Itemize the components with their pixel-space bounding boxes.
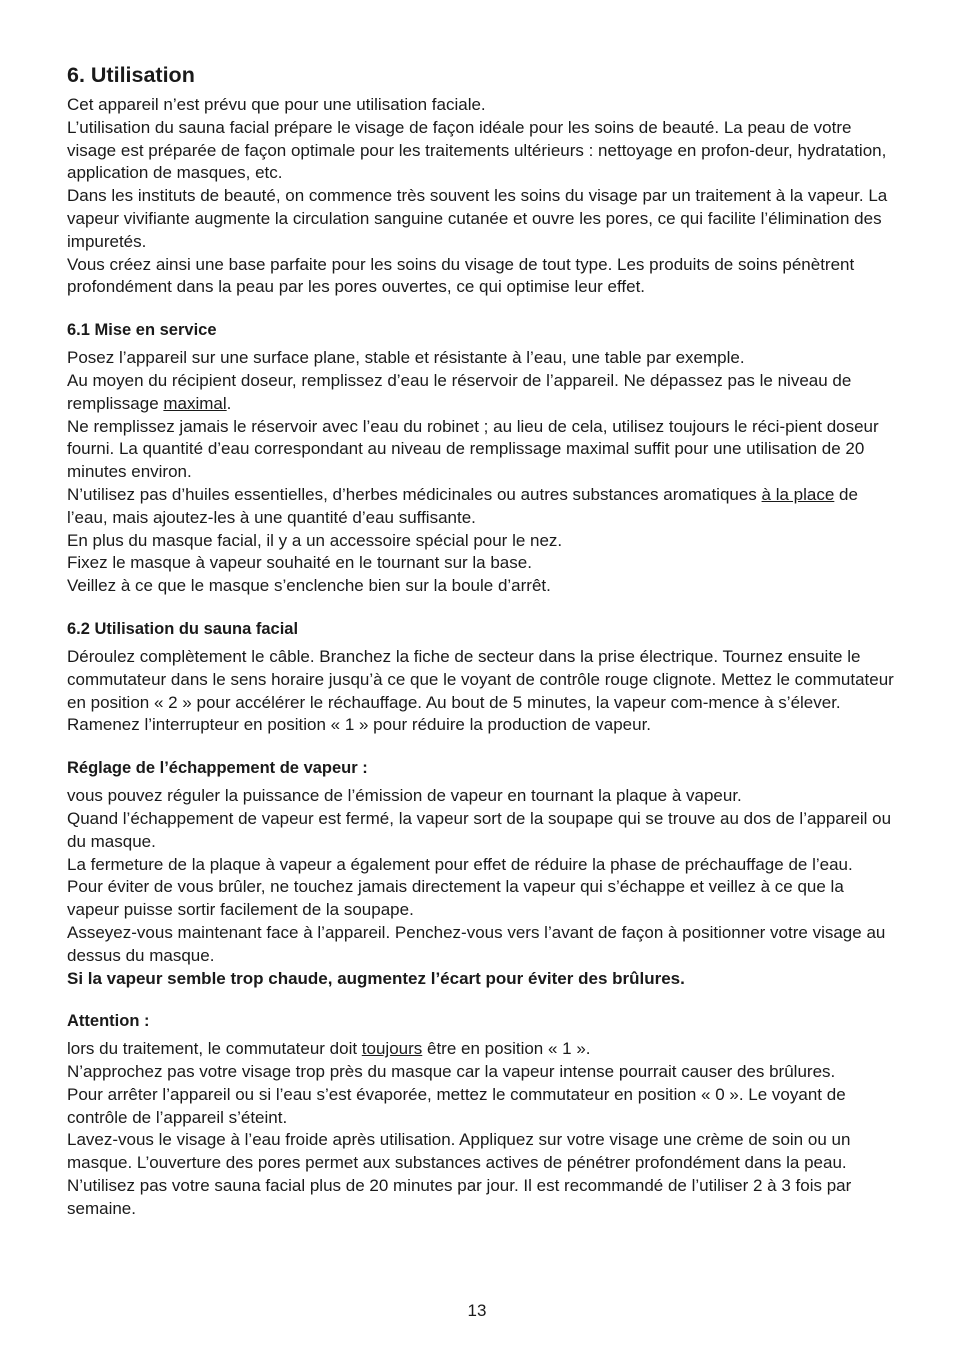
- paragraph: vous pouvez réguler la puissance de l’émission de vapeur en tournant la plaque à vapeur.: [67, 786, 742, 806]
- intro-text: [67, 94, 897, 299]
- underlined-phrase: à la place: [761, 484, 835, 504]
- subsection-heading-attention: Attention :: [67, 1012, 150, 1031]
- intro-paragraph: Cet appareil n’est prévu que pour une utilisation faciale.: [67, 95, 486, 114]
- warning-bold-text: Si la vapeur semble trop chaude, augmentez l’écart pour éviter des brûlures.: [67, 968, 685, 988]
- paragraph: En plus du masque facial, il y a un accessoire spécial pour le nez.: [67, 530, 563, 550]
- paragraph: N’utilisez pas votre sauna facial plus de 20 minutes par jour. Il est recommandé de l’utiliser 2 à 3 fois par semaine.: [67, 1176, 852, 1218]
- intro-paragraph: L’utilisation du sauna facial prépare le visage de façon idéale pour les soins de beauté. La peau de votre visage est préparée de façon optimale pour les traitements ultérieurs : nettoyage en profon-deur, hydratation, application de masques, etc.: [67, 117, 887, 183]
- reglage-text: [67, 785, 897, 990]
- paragraph: Quand l’échappement de vapeur est fermé, la vapeur sort de la soupape qui se trouve au dos de l’appareil ou du masque.: [67, 808, 892, 851]
- intro-paragraph: Dans les instituts de beauté, on commence très souvent les soins du visage par un traitement à la vapeur. La vapeur vivifiante augmente la circulation sanguine cutanée et ouvre les pores, ce qui facilite l’élimination des impuretés.: [67, 186, 888, 251]
- paragraph: lors du traitement, le commutateur doit toujours être en position « 1 ».: [67, 1039, 591, 1059]
- subsection-heading-mise-en-service: 6.1 Mise en service: [67, 321, 217, 340]
- paragraph: Asseyez-vous maintenant face à l’appareil. Penchez-vous vers l’avant de façon à positionner votre visage au dessus du masque.: [67, 922, 886, 965]
- paragraph: Posez l’appareil sur une surface plane, stable et résistante à l’eau, une table par exemple.: [67, 348, 745, 368]
- paragraph: Pour arrêter l’appareil ou si l’eau s’est évaporée, mettez le commutateur en position « 0 ». Le voyant de contrôle de l’appareil s’éteint.: [67, 1084, 846, 1127]
- paragraph: Fixez le masque à vapeur souhaité en le tournant sur la base.: [67, 553, 532, 573]
- document-page: [67, 60, 897, 1221]
- section-title: 6. Utilisation: [67, 63, 195, 87]
- paragraph: Ne remplissez jamais le réservoir avec l’eau du robinet ; au lieu de cela, utilisez toujours le réci-pient doseur fourni. La quantité d’eau correspondant au niveau de remplissage maximal suffit pour une utilisation de 20 minutes environ.: [67, 416, 879, 482]
- paragraph: Veillez à ce que le masque s’enclenche bien sur la boule d’arrêt.: [67, 576, 551, 596]
- subsection-heading-utilisation-sauna: 6.2 Utilisation du sauna facial: [67, 619, 299, 638]
- paragraph: Pour éviter de vous brûler, ne touchez jamais directement la vapeur qui s’échappe et veillez à ce que la vapeur puisse sortir facilement de la soupape.: [67, 877, 844, 920]
- paragraph: N’approchez pas votre visage trop près du masque car la vapeur intense pourrait causer des brûlures.: [67, 1062, 836, 1082]
- underlined-word: toujours: [361, 1039, 423, 1059]
- paragraph: La fermeture de la plaque à vapeur a également pour effet de réduire la phase de préchauffage de l’eau.: [67, 854, 853, 874]
- attention-text: [67, 1038, 897, 1220]
- page-number: 13: [467, 1301, 487, 1320]
- paragraph: N’utilisez pas d’huiles essentielles, d’herbes médicinales ou autres substances aromatiques à la place de l’eau, mais ajoutez-les à une quantité d’eau suffisante.: [67, 484, 858, 527]
- intro-paragraph: Vous créez ainsi une base parfaite pour les soins du visage de tout type. Les produits de soins pénètrent profondément dans la peau par les pores ouvertes, ce qui optimise leur effet.: [67, 254, 855, 297]
- underlined-word: maximal: [163, 393, 227, 413]
- paragraph: Lavez-vous le visage à l’eau froide après utilisation. Appliquez sur votre visage une crème de soin ou un masque. L’ouverture des pores permet aux substances actives de pénétrer profondément dans la peau.: [67, 1130, 851, 1173]
- mise-en-service-text: [67, 347, 897, 598]
- subsection-heading-reglage: Réglage de l’échappement de vapeur :: [67, 759, 368, 778]
- paragraph: Déroulez complètement le câble. Branchez la fiche de secteur dans la prise électrique. Tournez ensuite le commutateur dans le sens horaire jusqu’à ce que le voyant de contrôle rouge clignote. Mettez le commutateur en position « 2 » pour accélérer le réchauffage. Au bout de 5 minutes, la vapeur com-mence à s’élever. Ramenez l’interrupteur en position « 1 » pour réduire la production de vapeur.: [67, 646, 894, 735]
- paragraph: Au moyen du récipient doseur, remplissez d’eau le réservoir de l’appareil. Ne dépassez pas le niveau de remplissage maximal.: [67, 370, 852, 413]
